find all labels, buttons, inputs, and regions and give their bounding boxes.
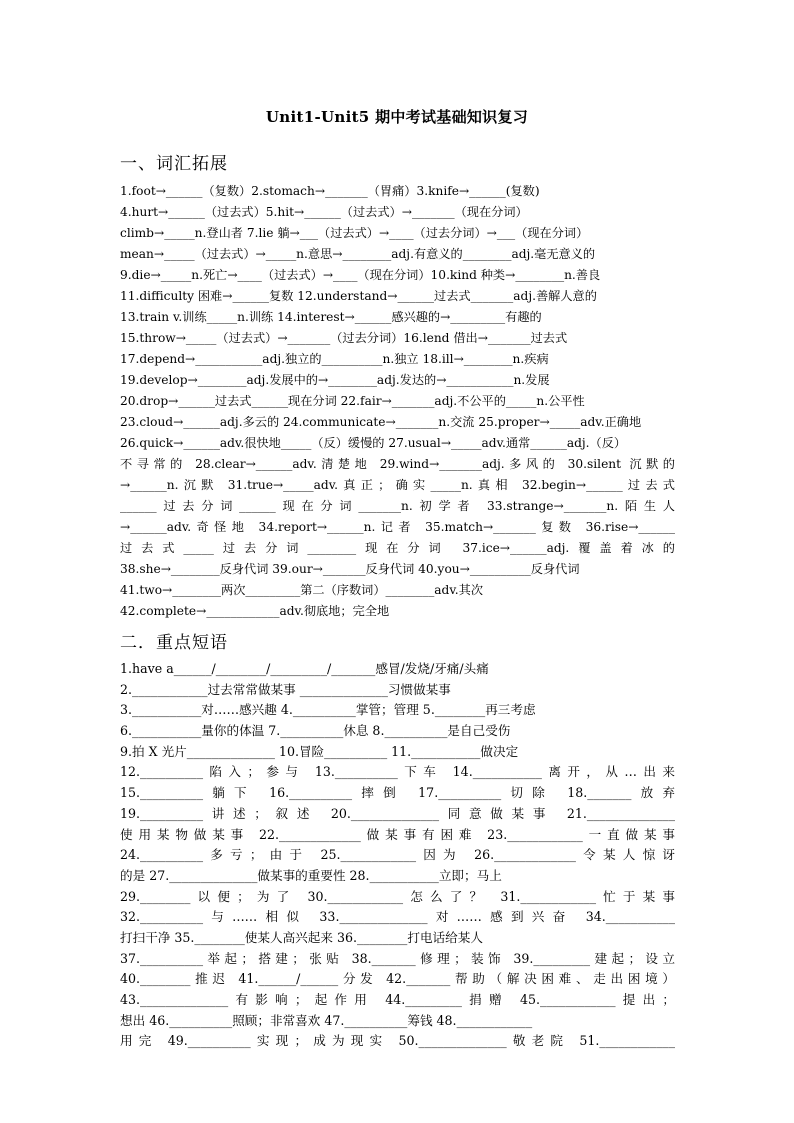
phrase-line: 32.__________与……相似 33.______________对……感到兴奋 34.___________ xyxy=(120,909,675,925)
phrase-line: 24.__________多亏；由于 25.____________因为 26._____________令某人惊讶 xyxy=(120,847,675,863)
phrase-line: 19.__________讲述；叙述 20.______________同意做某事 21.______________ xyxy=(120,805,675,821)
vocabulary-line: ______过去分词______现在分词_______n.初学者 33.strange→_______n.陌生人 xyxy=(120,499,675,513)
vocabulary-line: 9.die→_____n.死亡→____（过去式）→____（现在分词）10.kind 种类→________n.善良 xyxy=(120,268,601,282)
page-title: Unit1-Unit5 期中考试基础知识复习 xyxy=(265,108,529,126)
vocabulary-line: →______n.沉默 31.true→_____adv.真正；确实_____n.真相 32.begin→______过去式 xyxy=(120,478,675,492)
vocabulary-line: 13.train v.训练_____n.训练 14.interest→______感兴趣的→_________有趣的 xyxy=(120,310,542,324)
phrase-line: 打扫干净 35.________使某人高兴起来 36.________打电话给某人 xyxy=(120,929,483,945)
section-heading-phrases: 二．重点短语 xyxy=(120,633,228,653)
phrase-line: 的是 27.______________做某事的重要性 28.___________立即；马上 xyxy=(120,867,502,883)
section-heading-vocabulary: 一、词汇拓展 xyxy=(120,154,228,174)
vocabulary-line: 1.foot→______（复数）2.stomach→_______（胃痛）3.knife→______(复数) xyxy=(120,184,540,198)
phrase-line: 用完 49.__________实现；成为现实 50.______________敬老院 51.____________ xyxy=(120,1033,675,1049)
vocabulary-list xyxy=(120,181,675,622)
phrase-line: 15.__________躺下 16.__________摔倒 17.__________切除 18._______放弃 xyxy=(120,785,675,801)
vocabulary-line: 42.complete→____________adv.彻底地；完全地 xyxy=(120,604,390,618)
vocabulary-line: 23.cloud→______adj.多云的 24.communicate→_______n.交流 25.proper→_____adv.正确地 xyxy=(120,415,642,429)
vocabulary-line: →______adv.奇怪地 34.report→______n.记者 35.match→_______复数 36.rise→______ xyxy=(120,520,675,534)
phrase-line: 6.___________量你的体温 7.__________休息 8.__________是自己受伤 xyxy=(120,723,511,739)
phrase-line: 想出 46.__________照顾；非常喜欢 47.__________筹钱 48.____________ xyxy=(120,1012,533,1028)
vocabulary-line: 11.difficulty 困难→______复数 12.understand→______过去式_______adj.善解人意的 xyxy=(120,289,597,303)
vocabulary-line: climb→_____n.登山者 7.lie 躺→___（过去式）→____（过去分词）→___（现在分词） xyxy=(120,226,589,240)
phrase-line: 9.拍 X 光片______________ 10.冒险__________ 11.___________做决定 xyxy=(120,743,519,759)
phrase-line: 使用某物做某事 22._____________做某事有困难 23.____________一直做某事 xyxy=(120,826,675,842)
vocabulary-line: 过去式_____过去分词________现在分词 37.ice→______adj.覆盖着冰的 xyxy=(120,541,675,555)
vocabulary-line: 38.she→________反身代词 39.our→_______反身代词 40.you→__________反身代词 xyxy=(120,562,580,576)
phrase-line: 29.________以便；为了 30.____________怎么了？ 31.____________忙于某事 xyxy=(120,888,675,904)
phrase-line: 43.______________有影响；起作用 44._________捐赠 45.____________提出； xyxy=(120,992,675,1007)
vocabulary-line: mean→_____（过去式）→_____n.意思→________adj.有意义的________adj.毫无意义的 xyxy=(120,247,596,261)
phrase-line: 1.have a______/________/_________/_______感冒/发烧/牙痛/头痛 xyxy=(120,661,489,676)
vocabulary-line: 41.two→________两次_________第二（序数词）________adv.其次 xyxy=(120,583,484,597)
vocabulary-line: 19.develop→________adj.发展中的→________adj.发达的→___________n.发展 xyxy=(120,373,550,387)
vocabulary-line: 17.depend→___________adj.独立的__________n.独立 18.ill→________n.疾病 xyxy=(120,352,549,366)
vocabulary-line: 4.hurt→______（过去式）5.hit→______（过去式）→_______（现在分词） xyxy=(120,205,528,219)
phrase-line: 40.________推迟 41.______/______分发 42._______帮助（解决困难、走出困境） xyxy=(120,971,675,987)
vocabulary-line: 26.quick→______adv.很快地_____（反）缓慢的 27.usual→_____adv.通常______adj.（反） xyxy=(120,436,627,450)
phrase-line: 2.____________过去常常做某事 ______________习惯做某事 xyxy=(120,681,451,697)
phrase-line: 3.___________对……感兴趣 4.__________掌管；管理 5.________再三考虑 xyxy=(120,702,536,718)
vocabulary-line: 15.throw→_____（过去式）→_______（过去分词）16.lend 借出→_______过去式 xyxy=(120,331,568,345)
vocabulary-line: 20.drop→______过去式______现在分词 22.fair→_______adj.不公平的_____n.公平性 xyxy=(120,394,585,408)
phrase-line: 37.__________举起；搭建；张贴 38._______修理；装饰 39._________建起；设立 xyxy=(120,950,675,966)
vocabulary-line: 不寻常的 28.clear→______adv.清楚地 29.wind→_______adj.多风的 30.silent 沉默的 xyxy=(120,457,675,471)
phrase-list xyxy=(120,659,675,1052)
phrase-line: 12.__________陷入；参与 13.__________下车 14.___________离开，从…出来 xyxy=(120,764,675,780)
